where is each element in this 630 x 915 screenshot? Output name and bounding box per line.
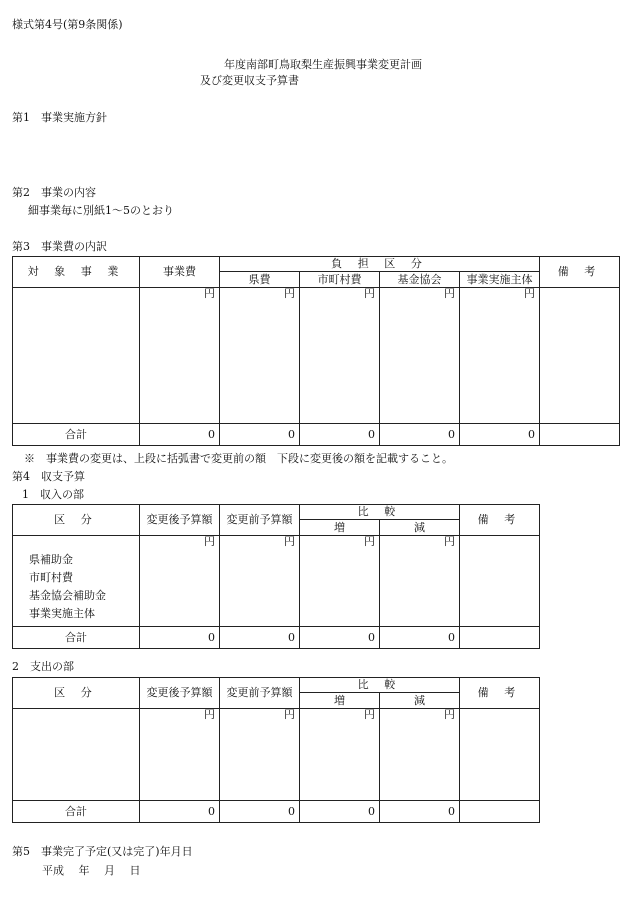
remarks-cell	[460, 709, 540, 801]
unit-label: 円	[380, 536, 460, 627]
header-burden-category: 負 担 区 分	[220, 257, 540, 272]
expense-table	[12, 677, 540, 823]
header-after-change: 変更後予算額	[140, 505, 220, 536]
header-remarks: 備 考	[460, 505, 540, 536]
remarks-cell	[460, 627, 540, 649]
section4-heading: 第4 収支予算	[12, 470, 85, 483]
title-line1: 年度南部町鳥取梨生産振興事業変更計画	[224, 58, 422, 71]
remarks-cell	[460, 801, 540, 823]
unit-label: 円	[460, 288, 540, 424]
target-project-cell	[13, 288, 140, 424]
header-remarks: 備 考	[460, 678, 540, 709]
total-value: 0	[140, 627, 220, 649]
header-increase: 増	[300, 693, 380, 709]
unit-label: 円	[300, 709, 380, 801]
header-implementing-entity: 事業実施主体	[460, 272, 540, 288]
total-value: 0	[220, 801, 300, 823]
header-target-project: 対 象 事 業	[13, 257, 140, 288]
section3-heading: 第3 事業費の内訳	[12, 240, 107, 253]
unit-label: 円	[380, 709, 460, 801]
header-municipality: 市町村費	[300, 272, 380, 288]
expense-items-cell	[13, 709, 140, 801]
income-item: 市町村費	[29, 571, 73, 584]
unit-label: 円	[140, 709, 220, 801]
unit-label: 円	[300, 536, 380, 627]
total-value: 0	[300, 627, 380, 649]
header-before-change: 変更前予算額	[220, 505, 300, 536]
unit-label: 円	[140, 288, 220, 424]
header-decrease: 減	[380, 693, 460, 709]
completion-date: 平成 年 月 日	[42, 864, 141, 877]
income-item: 県補助金	[29, 553, 73, 566]
section1-heading: 第1 事業実施方針	[12, 111, 107, 124]
header-project-cost: 事業費	[140, 257, 220, 288]
header-fund-association: 基金協会	[380, 272, 460, 288]
total-value: 0	[220, 424, 300, 446]
section2-body: 細事業毎に別紙1～5のとおり	[28, 204, 174, 217]
total-label: 合計	[13, 801, 140, 823]
total-label: 合計	[13, 424, 140, 446]
income-item: 事業実施主体	[29, 607, 95, 620]
remarks-cell	[540, 288, 620, 424]
unit-label: 円	[220, 709, 300, 801]
header-remarks: 備 考	[540, 257, 620, 288]
total-label: 合計	[13, 627, 140, 649]
remarks-cell	[460, 536, 540, 627]
total-value: 0	[300, 424, 380, 446]
unit-label: 円	[220, 536, 300, 627]
remarks-cell	[540, 424, 620, 446]
header-after-change: 変更後予算額	[140, 678, 220, 709]
section2-heading: 第2 事業の内容	[12, 186, 96, 199]
income-items	[13, 536, 140, 627]
total-value: 0	[140, 801, 220, 823]
header-decrease: 減	[380, 520, 460, 536]
income-item: 基金協会補助金	[29, 589, 106, 602]
total-value: 0	[380, 801, 460, 823]
header-comparison: 比 較	[300, 678, 460, 693]
total-value: 0	[300, 801, 380, 823]
unit-label: 円	[220, 288, 300, 424]
header-increase: 増	[300, 520, 380, 536]
income-heading: 1 収入の部	[22, 488, 84, 501]
expense-heading: 2 支出の部	[12, 660, 74, 673]
header-category: 区 分	[13, 505, 140, 536]
form-number: 様式第4号(第9条関係)	[12, 18, 123, 31]
unit-label: 円	[140, 536, 220, 627]
project-cost-table	[12, 256, 620, 446]
title-line2: 及び変更収支予算書	[200, 74, 299, 87]
total-value: 0	[460, 424, 540, 446]
income-table	[12, 504, 540, 649]
total-value: 0	[380, 424, 460, 446]
unit-label: 円	[300, 288, 380, 424]
section5-heading: 第5 事業完了予定(又は完了)年月日	[12, 845, 193, 858]
unit-label: 円	[380, 288, 460, 424]
header-before-change: 変更前予算額	[220, 678, 300, 709]
total-value: 0	[140, 424, 220, 446]
cost-note: ※ 事業費の変更は、上段に括弧書で変更前の額 下段に変更後の額を記載すること。	[24, 452, 453, 465]
total-value: 0	[380, 627, 460, 649]
total-value: 0	[220, 627, 300, 649]
header-comparison: 比 較	[300, 505, 460, 520]
header-category: 区 分	[13, 678, 140, 709]
header-prefecture: 県費	[220, 272, 300, 288]
